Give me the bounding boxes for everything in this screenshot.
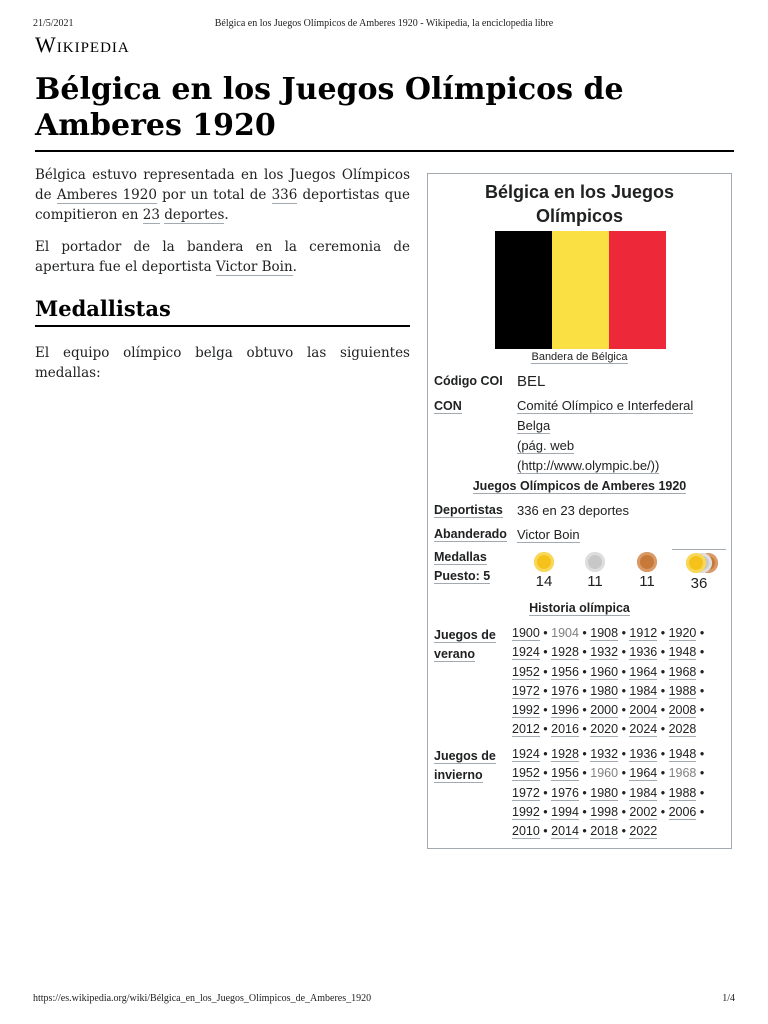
year-link-1960: 1960 <box>590 766 619 781</box>
flag-stripe-red <box>609 231 666 349</box>
flag-caption <box>428 351 731 363</box>
year-link-1964[interactable]: 1964 <box>629 766 658 781</box>
year-separator: • <box>696 626 705 640</box>
wikipedia-wordmark[interactable]: Wikipedia <box>35 32 130 57</box>
year-separator: • <box>657 804 669 819</box>
year-separator: • <box>657 626 669 640</box>
con-link[interactable]: Comité Olímpico e Interfederal Belga <box>517 398 694 433</box>
year-separator: • <box>578 645 591 660</box>
gold-medal-icon <box>534 552 554 572</box>
athletes-row <box>434 501 725 523</box>
year-separator: • <box>618 703 630 718</box>
year-separator: • <box>657 645 669 660</box>
year-separator: • <box>618 824 630 839</box>
years-line <box>512 720 727 739</box>
year-link-1992[interactable]: 1992 <box>512 703 540 718</box>
infobox-title: Bélgica en los Juegos Olímpicos <box>484 182 675 226</box>
year-link-1960[interactable]: 1960 <box>590 664 619 679</box>
year-separator: • <box>539 683 552 698</box>
print-footer <box>33 993 735 1007</box>
year-link-2024[interactable]: 2024 <box>629 722 658 737</box>
history-header <box>434 601 725 615</box>
medals-label[interactable]: Medallas <box>434 550 487 564</box>
infobox <box>427 173 732 849</box>
year-link-2006[interactable]: 2006 <box>668 804 697 819</box>
year-separator: • <box>539 766 552 781</box>
year-separator: • <box>696 664 705 679</box>
link-336[interactable]: 336 <box>271 187 298 203</box>
year-separator: • <box>578 747 591 761</box>
year-link-1900[interactable]: 1900 <box>512 626 540 640</box>
year-separator: • <box>539 747 552 761</box>
year-link-1956[interactable]: 1956 <box>551 664 579 679</box>
year-separator: • <box>696 747 705 761</box>
year-link-1994[interactable]: 1994 <box>551 804 579 819</box>
total-count: 36 <box>690 575 708 592</box>
winter-years-list <box>512 745 727 841</box>
year-link-1980[interactable]: 1980 <box>590 683 619 698</box>
flag-caption-link[interactable]: Bandera de Bélgica <box>531 351 628 363</box>
year-separator: • <box>618 626 630 640</box>
years-line <box>512 784 727 803</box>
year-link-1968: 1968 <box>668 766 697 781</box>
games-header-link[interactable]: Juegos Olímpicos de Amberes 1920 <box>472 479 687 493</box>
year-separator: • <box>578 804 591 819</box>
years-line <box>512 701 727 720</box>
print-page-number: 1/4 <box>722 993 735 1004</box>
year-link-1904: 1904 <box>551 626 579 640</box>
year-separator: • <box>618 747 630 761</box>
year-link-1936[interactable]: 1936 <box>629 645 658 660</box>
year-separator: • <box>578 626 591 640</box>
intro-paragraph: Bélgica estuvo representada en los Juegos Olímpicos de Amberes 1920 por un total de 336 deportistas que compitieron en 23 deportes. <box>35 167 410 223</box>
year-link-2008[interactable]: 2008 <box>668 703 697 718</box>
year-separator: • <box>578 683 591 698</box>
games-header <box>434 479 725 493</box>
year-link-2000[interactable]: 2000 <box>590 703 619 718</box>
years-line <box>512 624 727 643</box>
year-separator: • <box>618 664 630 679</box>
year-separator: • <box>657 683 669 698</box>
years-line <box>512 745 727 764</box>
year-link-2028[interactable]: 2028 <box>668 722 697 737</box>
silver-medal-icon <box>585 552 605 572</box>
year-link-2002[interactable]: 2002 <box>629 804 658 819</box>
year-link-1998[interactable]: 1998 <box>590 804 619 819</box>
year-separator: • <box>696 804 705 819</box>
year-link-2012[interactable]: 2012 <box>512 722 540 737</box>
year-link-1988[interactable]: 1988 <box>668 683 697 698</box>
coi-row <box>434 372 725 394</box>
year-separator: • <box>578 703 591 718</box>
year-link-1996[interactable]: 1996 <box>551 703 579 718</box>
flagbearer-label[interactable]: Abanderado <box>434 527 507 541</box>
coi-label: Código COI <box>434 374 503 388</box>
total-divider <box>672 549 726 550</box>
year-separator: • <box>696 683 705 698</box>
year-separator: • <box>618 804 630 819</box>
year-link-1988[interactable]: 1988 <box>668 785 697 800</box>
year-separator: • <box>578 824 591 839</box>
year-separator: • <box>618 645 630 660</box>
year-link-1976[interactable]: 1976 <box>551 683 579 698</box>
winter-label[interactable]: Juegos de invierno <box>434 749 496 782</box>
year-link-1984[interactable]: 1984 <box>629 785 658 800</box>
year-link-1984[interactable]: 1984 <box>629 683 658 698</box>
year-separator: • <box>539 785 552 800</box>
coi-value: BEL <box>517 373 546 390</box>
year-link-1908[interactable]: 1908 <box>590 626 619 640</box>
link-deportes[interactable]: deportes <box>164 207 225 223</box>
year-link-1956[interactable]: 1956 <box>551 766 579 781</box>
athletes-value: 336 en 23 deportes <box>517 503 630 518</box>
year-separator: • <box>618 683 630 698</box>
flag-stripe-black <box>495 231 552 349</box>
year-separator: • <box>657 747 669 761</box>
rank-label[interactable]: Puesto: 5 <box>434 569 491 583</box>
year-link-1952[interactable]: 1952 <box>512 766 540 781</box>
games-header-row <box>434 479 725 499</box>
section-heading-medallistas: Medallistas <box>35 296 171 321</box>
year-separator: • <box>578 785 591 800</box>
years-line <box>512 764 727 783</box>
belgium-flag[interactable] <box>495 231 666 349</box>
section-divider <box>35 325 410 327</box>
year-link-1972[interactable]: 1972 <box>512 683 540 698</box>
year-link-2004[interactable]: 2004 <box>629 703 658 718</box>
year-link-2010[interactable]: 2010 <box>512 824 540 839</box>
print-url: https://es.wikipedia.org/wiki/Bélgica_en_los_Juegos_Olímpicos_de_Amberes_1920 <box>33 993 372 1004</box>
year-link-1924[interactable]: 1924 <box>512 747 540 761</box>
bronze-count: 11 <box>639 573 655 590</box>
link-victor-boin[interactable]: Victor Boin <box>215 259 293 275</box>
total-gold-icon <box>686 553 706 573</box>
silver-count: 11 <box>587 573 603 590</box>
year-separator: • <box>539 626 552 640</box>
gold-count: 14 <box>535 573 553 590</box>
year-link-1948[interactable]: 1948 <box>668 747 697 761</box>
athletes-label[interactable]: Deportistas <box>434 503 503 517</box>
years-line <box>512 822 727 841</box>
year-separator: • <box>657 766 669 781</box>
year-link-1928[interactable]: 1928 <box>551 747 579 761</box>
years-line <box>512 682 727 701</box>
year-link-1968[interactable]: 1968 <box>668 664 697 679</box>
year-separator: • <box>618 785 630 800</box>
year-link-1976[interactable]: 1976 <box>551 785 579 800</box>
flagbearer-paragraph: El portador de la bandera en la ceremonia de apertura fue el deportista Victor Boin. <box>35 239 410 275</box>
year-link-1932[interactable]: 1932 <box>590 747 619 761</box>
year-link-1964[interactable]: 1964 <box>629 664 658 679</box>
year-link-2022[interactable]: 2022 <box>629 824 658 839</box>
year-separator: • <box>578 722 591 737</box>
link-amberes-1920[interactable]: Amberes 1920 <box>56 187 157 203</box>
year-separator: • <box>696 766 705 781</box>
con-url-link[interactable]: (http://www.olympic.be/)) <box>517 458 660 473</box>
print-header <box>33 18 735 32</box>
year-link-1932[interactable]: 1932 <box>590 645 619 660</box>
con-row <box>434 396 725 476</box>
year-separator: • <box>578 664 591 679</box>
year-separator: • <box>618 766 630 781</box>
year-separator: • <box>539 703 552 718</box>
years-line <box>512 663 727 682</box>
year-link-1948[interactable]: 1948 <box>668 645 697 660</box>
page-title: Bélgica en los Juegos Olímpicos de Amberes 1920 <box>35 72 624 143</box>
year-separator: • <box>696 703 705 718</box>
title-divider <box>35 150 734 152</box>
year-separator: • <box>539 645 552 660</box>
year-separator: • <box>657 722 669 737</box>
year-separator: • <box>618 722 630 737</box>
year-separator: • <box>696 785 705 800</box>
year-link-1920[interactable]: 1920 <box>668 626 697 640</box>
year-link-1912[interactable]: 1912 <box>629 626 658 640</box>
con-web-link[interactable]: (pág. web <box>517 438 575 453</box>
year-link-1980[interactable]: 1980 <box>590 785 619 800</box>
year-separator: • <box>539 722 552 737</box>
history-header-link[interactable]: Historia olímpica <box>529 601 630 615</box>
year-link-2020[interactable]: 2020 <box>590 722 619 737</box>
year-link-1952[interactable]: 1952 <box>512 664 540 679</box>
year-link-1972[interactable]: 1972 <box>512 785 540 800</box>
year-link-1936[interactable]: 1936 <box>629 747 658 761</box>
print-date: 21/5/2021 <box>33 18 74 29</box>
link-23[interactable]: 23 <box>142 207 160 223</box>
years-line <box>512 803 727 822</box>
year-link-2014[interactable]: 2014 <box>551 824 579 839</box>
print-page-title: Bélgica en los Juegos Olímpicos de Amberes 1920 - Wikipedia, la enciclopedia libre <box>214 18 554 29</box>
history-header-row <box>434 601 725 621</box>
year-link-2016[interactable]: 2016 <box>551 722 579 737</box>
flag-stripe-yellow <box>552 231 609 349</box>
years-line <box>512 643 727 662</box>
year-separator: • <box>657 785 669 800</box>
year-separator: • <box>657 703 669 718</box>
flagbearer-row <box>434 525 725 547</box>
year-separator: • <box>578 766 591 781</box>
medals-row <box>434 547 725 593</box>
bronze-medal-icon <box>637 552 657 572</box>
year-separator: • <box>696 645 705 660</box>
year-link-2018[interactable]: 2018 <box>590 824 619 839</box>
flagbearer-link[interactable]: Victor Boin <box>517 527 580 542</box>
year-separator: • <box>539 804 552 819</box>
year-link-1928[interactable]: 1928 <box>551 645 579 660</box>
year-separator: • <box>657 664 669 679</box>
medals-paragraph: El equipo olímpico belga obtuvo las siguientes medallas: <box>35 345 410 381</box>
summer-years-list <box>512 624 727 740</box>
con-label[interactable]: CON <box>434 399 462 413</box>
year-link-1992[interactable]: 1992 <box>512 804 540 819</box>
year-separator: • <box>539 824 552 839</box>
year-separator: • <box>539 664 552 679</box>
year-link-1924[interactable]: 1924 <box>512 645 540 660</box>
summer-label[interactable]: Juegos de verano <box>434 628 496 661</box>
con-value <box>517 396 725 476</box>
